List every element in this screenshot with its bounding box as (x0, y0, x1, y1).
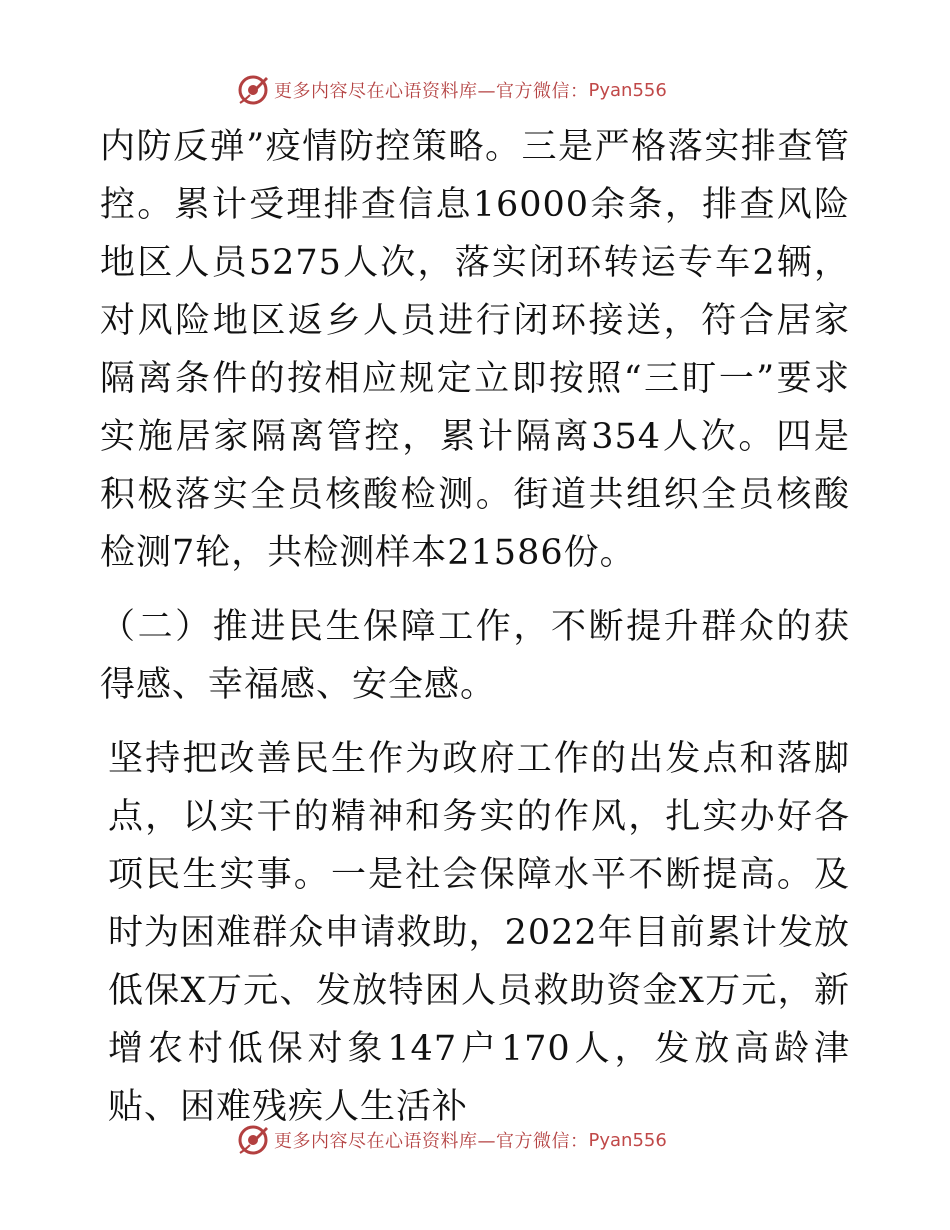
pen-logo-icon (236, 1123, 270, 1157)
pen-logo-icon (236, 73, 270, 107)
watermark-handle: Pyan556 (588, 1129, 667, 1151)
watermark-text: 更多内容尽在心语资料库—官方微信： (274, 1131, 589, 1152)
section-heading-livelihood: （二）推进民生保障工作，不断提升群众的获得感、幸福感、安全感。 (100, 607, 850, 705)
watermark-handle: Pyan556 (588, 79, 667, 101)
watermark-text: 更多内容尽在心语资料库—官方微信： (274, 81, 589, 102)
header-watermark (236, 72, 667, 108)
document-body (100, 118, 850, 1136)
footer-watermark (236, 1122, 667, 1158)
paragraph-epidemic-control: 内防反弹”疫情防控策略。三是严格落实排查管控。累计受理排查信息16000余条，排查风险地区人员5275人次，落实闭环转运专车2辆，对风险地区返乡人员进行闭环接送，符合居家隔离条件的按相应规定立即按照“三盯一”要求实施居家隔离管控，累计隔离354人次。四是积极落实全员核酸检测。街道共组织全员核酸检测7轮，共检测样本21586份。 (100, 127, 850, 573)
paragraph-livelihood: 坚持把改善民生作为政府工作的出发点和落脚点，以实干的精神和务实的作风，扎实办好各项民生实事。一是社会保障水平不断提高。及时为困难群众申请救助，2022年目前累计发放低保X万元、发放特困人员救助资金X万元，新增农村低保对象147户170人，发放高龄津贴、困难残疾人生活补 (108, 739, 850, 1127)
